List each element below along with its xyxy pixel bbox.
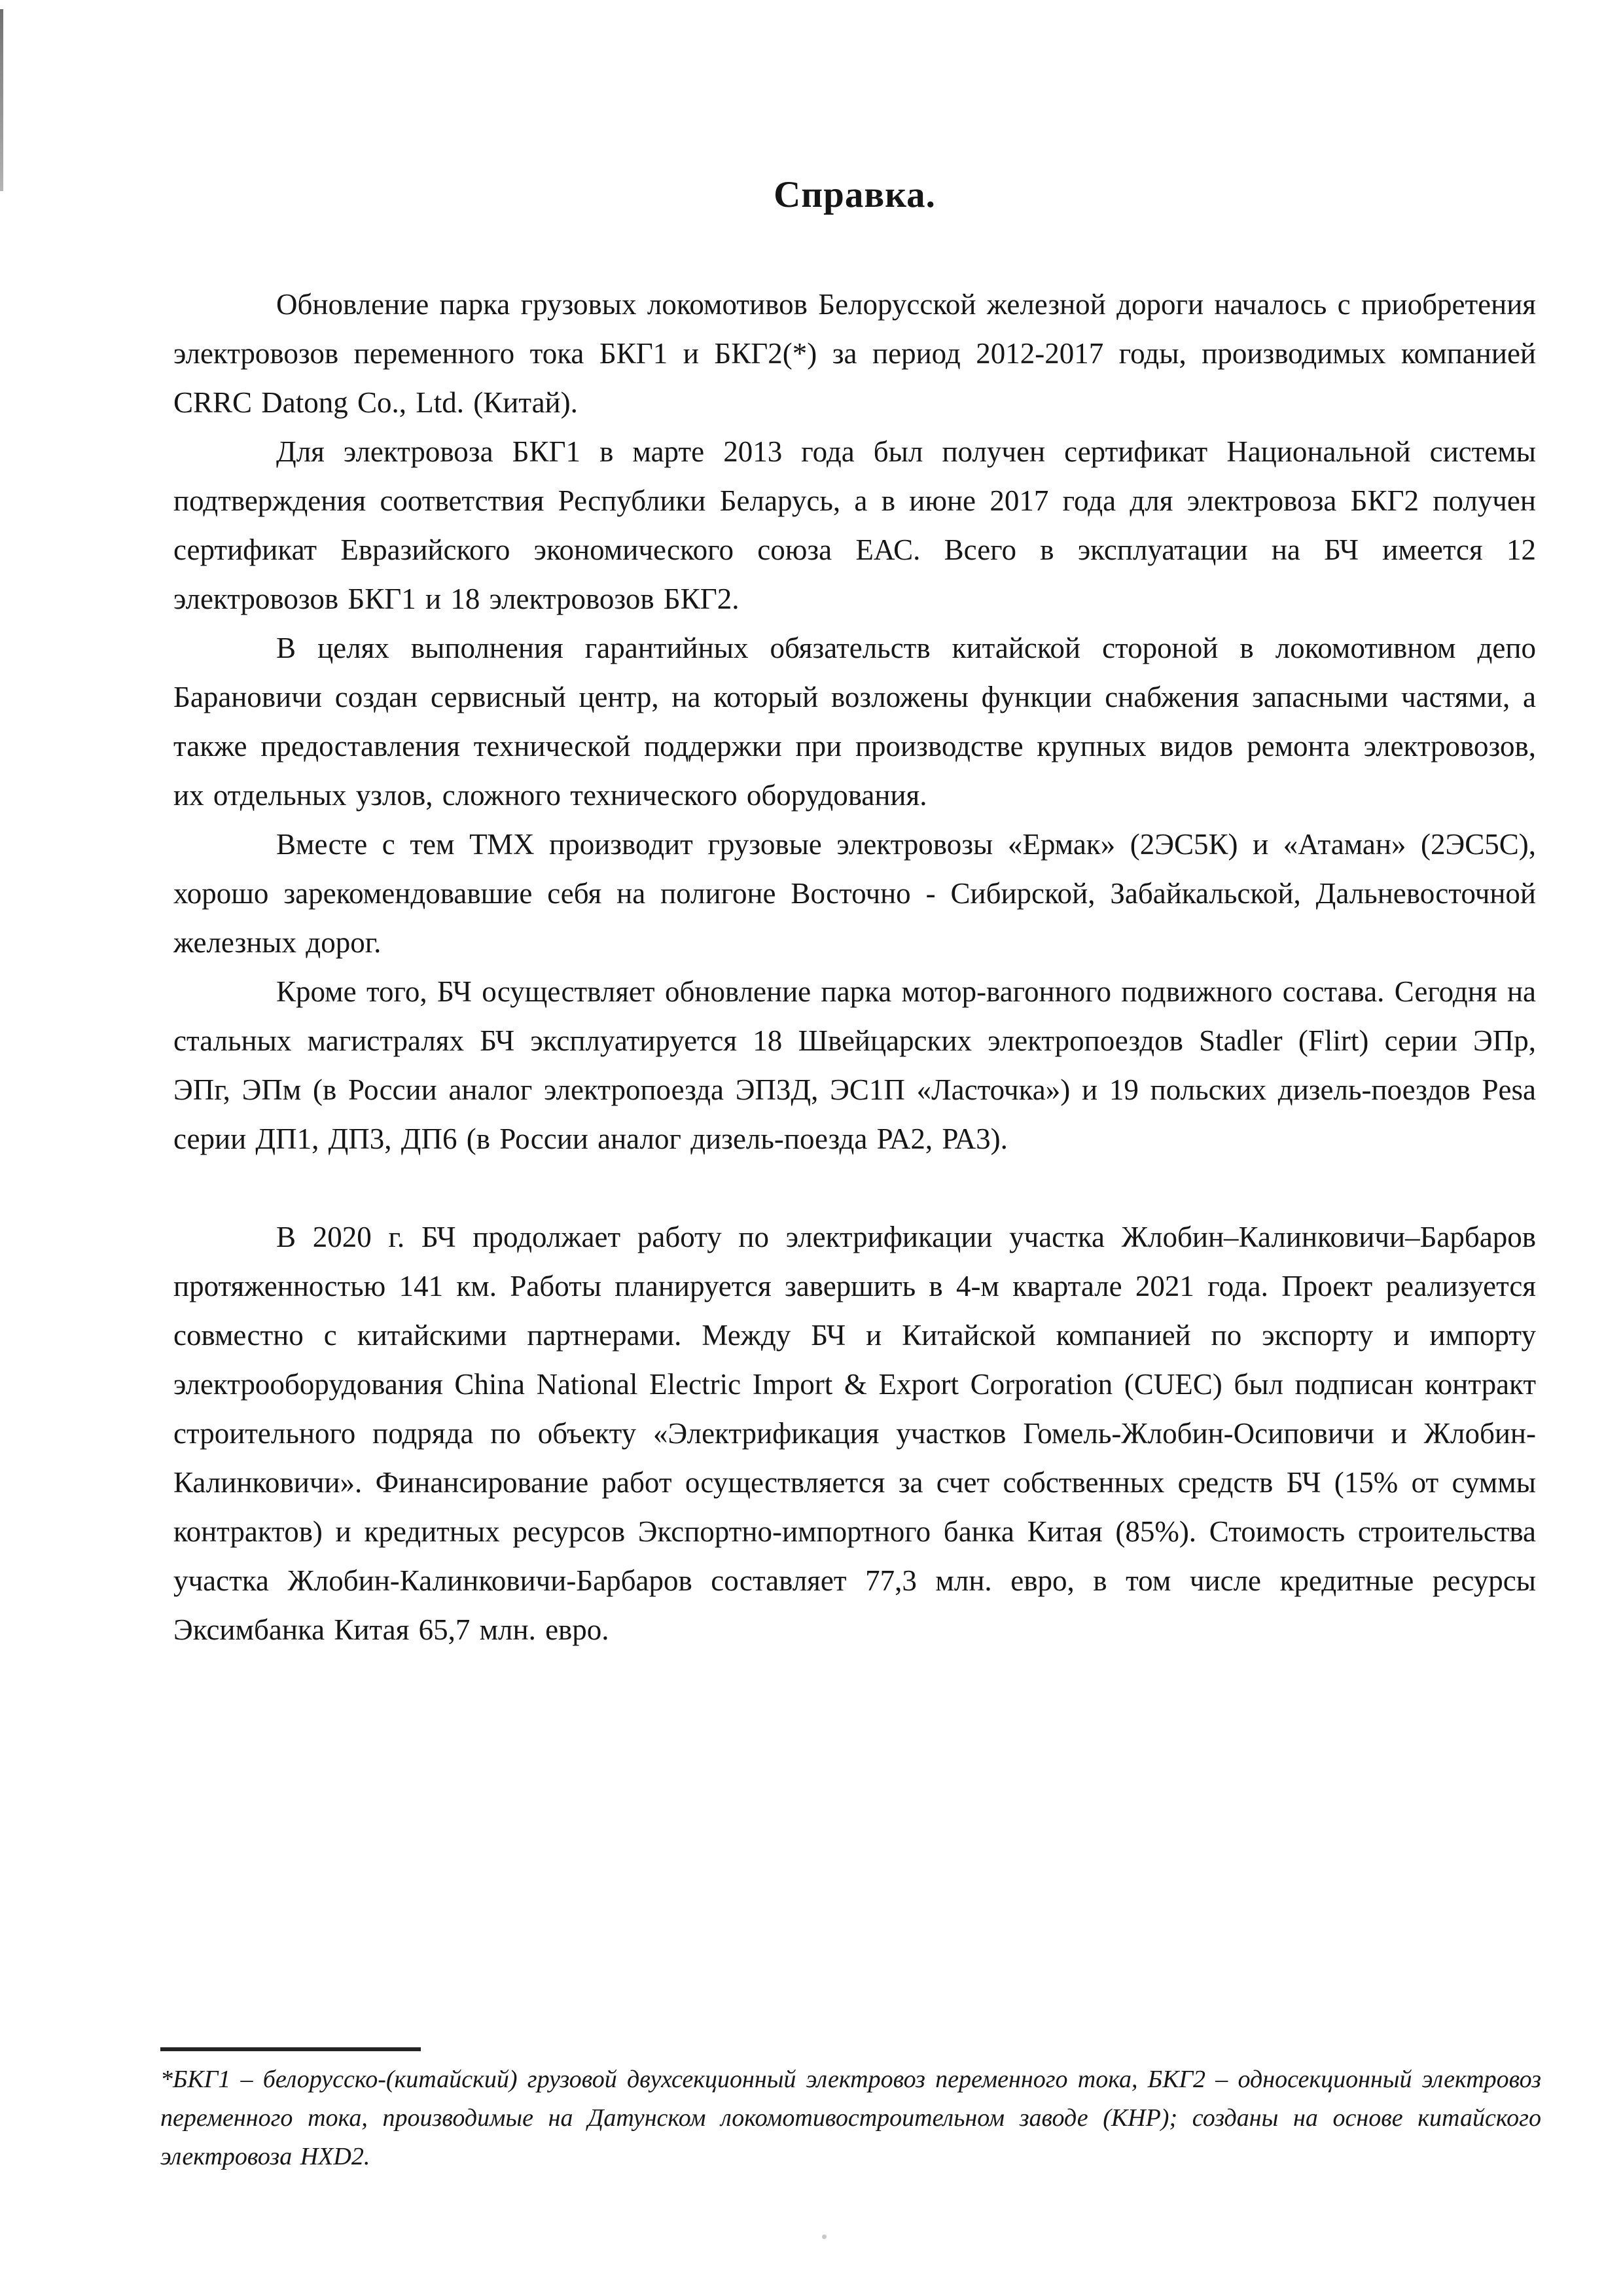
paragraph-certificates: Для электровоза БКГ1 в марте 2013 года был получен сертификат Национальной системы подтверждения соответствия Республики Беларусь, а в июне 2017 года для электровоза БКГ2 получен сертификат Евразийского экономического союза ЕАС. Всего в эксплуатации на БЧ имеется 12 электровозов БКГ1 и 18 электровозов БКГ2.: [173, 435, 1536, 615]
paragraph-tmh-locomotives: Вместе с тем ТМХ производит грузовые электровозы «Ермак» (2ЭС5К) и «Атаман» (2ЭС5С), хорошо зарекомендовавшие себя на полигоне Восточно - Сибирской, Забайкальской, Дальневосточной железных дорог.: [173, 828, 1536, 959]
paragraph-electrification-project: В 2020 г. БЧ продолжает работу по электрификации участка Жлобин–Калинковичи–Барбаров протяженностью 141 км. Работы планируется завершить в 4-м квартале 2021 года. Проект реализуется совместно с китайскими партнерами. Между БЧ и Китайской компанией по экспорту и импорту электрооборудования China National Electric Import & Export Corporation (CUEC) был подписан контракт строительного подряда по объекту «Электрификация участков Гомель-Жлобин-Осиповичи и Жлобин-Калинковичи». Финансирование работ осуществляется за счет собственных средств БЧ (15% от суммы контрактов) и кредитных ресурсов Экспортно-импортного банка Китая (85%). Стоимость строительства участка Жлобин-Калинковичи-Барбаров составляет 77,3 млн. евро, в том числе кредитные ресурсы Эксимбанка Китая 65,7 млн. евро.: [173, 1221, 1536, 1646]
footnote-bkg-definition: *БКГ1 – белорусско-(китайский) грузовой двухсекционный электровоз переменного тока, БКГ2 – односекционный электровоз переменного тока, производимые на Датунском локомотивостроительном заводе (КНР); созданы на основе китайского электровоза HXD2.: [160, 2066, 1541, 2170]
paragraph-fleet-renewal: Обновление парка грузовых локомотивов Белорусской железной дороги началось с приобретения электровозов переменного тока БКГ1 и БКГ2(*) за период 2012-2017 годы, производимых компанией CRRC Datong Co., Ltd. (Китай).: [173, 288, 1536, 419]
scan-artifact-line: [0, 9, 3, 191]
scan-artifact-dot: [822, 2234, 827, 2239]
document-title: Справка.: [774, 174, 936, 215]
document-body: [173, 0, 1536, 1655]
paragraph-service-center: В целях выполнения гарантийных обязательств китайской стороной в локомотивном депо Барановичи создан сервисный центр, на который возложены функции снабжения запасными частями, а также предоставления технической поддержки при производстве крупных видов ремонта электровозов, их отдельных узлов, сложного технического оборудования.: [173, 632, 1536, 812]
paragraph-multiple-units: Кроме того, БЧ осуществляет обновление парка мотор-вагонного подвижного состава. Сегодня на стальных магистралях БЧ эксплуатируется 18 Швейцарских электропоездов Stadler (Flirt) серии ЭПр, ЭПг, ЭПм (в России аналог электропоезда ЭП3Д, ЭС1П «Ласточка») и 19 польских дизель-поездов Pesa серии ДП1, ДП3, ДП6 (в России аналог дизель-поезда РА2, РА3).: [173, 975, 1536, 1155]
footnote-separator-rule: [160, 2047, 421, 2051]
